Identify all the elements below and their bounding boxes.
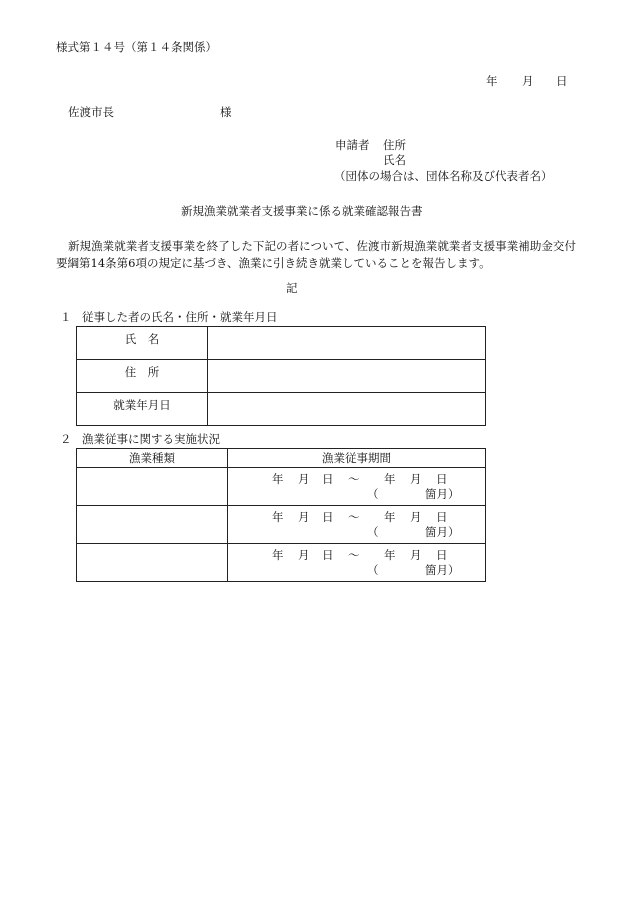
period-range bbox=[272, 547, 448, 563]
name-row-label: 氏 名 bbox=[77, 327, 208, 360]
start-month-label: 月 bbox=[298, 548, 310, 562]
fishery-period-cell[interactable] bbox=[228, 544, 486, 582]
end-month-label: 月 bbox=[410, 510, 422, 524]
section2-heading-text: 漁業従事に関する実施状況 bbox=[82, 432, 220, 446]
months-paren-open: （ bbox=[367, 563, 379, 577]
table-row bbox=[77, 393, 486, 426]
tilde-separator: ～ bbox=[348, 472, 360, 486]
document-title: 新規漁業就業者支援事業に係る就業確認報告書 bbox=[181, 204, 423, 218]
start-date-row-label: 就業年月日 bbox=[77, 393, 208, 426]
end-year-label: 年 bbox=[384, 548, 396, 562]
start-year-label: 年 bbox=[272, 472, 284, 486]
end-day-label: 日 bbox=[436, 472, 448, 486]
start-year-label: 年 bbox=[272, 548, 284, 562]
end-year-label: 年 bbox=[384, 472, 396, 486]
applicant-label: 申請者 bbox=[335, 138, 370, 152]
date-day-label: 日 bbox=[556, 74, 568, 88]
period-months bbox=[367, 562, 460, 578]
months-paren-open: （ bbox=[367, 525, 379, 539]
tilde-separator: ～ bbox=[348, 510, 360, 524]
recipient-name: 佐渡市長 bbox=[68, 105, 114, 119]
table-row bbox=[77, 468, 486, 506]
section1-number: １ bbox=[60, 310, 72, 324]
ki-marker: 記 bbox=[286, 281, 298, 295]
date-line bbox=[486, 76, 568, 88]
name-row-value[interactable] bbox=[208, 327, 486, 360]
fishery-type-cell[interactable] bbox=[77, 544, 228, 582]
applicant-name-label: 氏名 bbox=[383, 153, 406, 167]
date-month-label: 月 bbox=[522, 74, 534, 88]
start-month-label: 月 bbox=[298, 472, 310, 486]
table-row bbox=[77, 544, 486, 582]
section2-number: ２ bbox=[60, 432, 72, 446]
end-month-label: 月 bbox=[410, 472, 422, 486]
fishery-type-cell[interactable] bbox=[77, 506, 228, 544]
period-months bbox=[367, 524, 460, 540]
section1-heading-text: 従事した者の氏名・住所・就業年月日 bbox=[82, 310, 278, 324]
table-row bbox=[77, 360, 486, 393]
end-month-label: 月 bbox=[410, 548, 422, 562]
body-text: 新規漁業就業者支援事業を終了した下記の者について、佐渡市新規漁業就業者支援事業補助金交付要綱第14条第6項の規定に基づき、漁業に引き続き就業していることを報告します。 bbox=[56, 239, 576, 270]
applicant-group-note: （団体の場合は、団体名称及び代表者名） bbox=[334, 169, 553, 183]
fishery-period-header: 漁業従事期間 bbox=[228, 449, 486, 468]
fishery-period-cell[interactable] bbox=[228, 468, 486, 506]
end-day-label: 日 bbox=[436, 510, 448, 524]
fishery-type-cell[interactable] bbox=[77, 468, 228, 506]
start-year-label: 年 bbox=[272, 510, 284, 524]
section2-heading bbox=[60, 434, 220, 446]
address-row-label: 住 所 bbox=[77, 360, 208, 393]
date-year-label: 年 bbox=[486, 74, 498, 88]
applicant-address-label: 住所 bbox=[383, 138, 406, 152]
form-number: 様式第１４号（第１４条関係） bbox=[56, 40, 217, 54]
section1-heading bbox=[60, 312, 278, 324]
table-row bbox=[77, 506, 486, 544]
table-row bbox=[77, 327, 486, 360]
start-month-label: 月 bbox=[298, 510, 310, 524]
fishery-status-table bbox=[76, 448, 486, 582]
months-paren-open: （ bbox=[367, 487, 379, 501]
period-months bbox=[367, 486, 460, 502]
recipient-honorific: 様 bbox=[220, 105, 232, 119]
months-suffix: 箇月） bbox=[425, 487, 460, 501]
end-year-label: 年 bbox=[384, 510, 396, 524]
months-suffix: 箇月） bbox=[425, 525, 460, 539]
months-suffix: 箇月） bbox=[425, 563, 460, 577]
start-date-row-value[interactable] bbox=[208, 393, 486, 426]
fishery-period-cell[interactable] bbox=[228, 506, 486, 544]
start-day-label: 日 bbox=[322, 548, 334, 562]
table-header-row bbox=[77, 449, 486, 468]
fishery-type-header: 漁業種類 bbox=[77, 449, 228, 468]
start-day-label: 日 bbox=[322, 510, 334, 524]
worker-info-table bbox=[76, 326, 486, 426]
address-row-value[interactable] bbox=[208, 360, 486, 393]
start-day-label: 日 bbox=[322, 472, 334, 486]
end-day-label: 日 bbox=[436, 548, 448, 562]
period-range bbox=[272, 471, 448, 487]
period-range bbox=[272, 509, 448, 525]
tilde-separator: ～ bbox=[348, 548, 360, 562]
